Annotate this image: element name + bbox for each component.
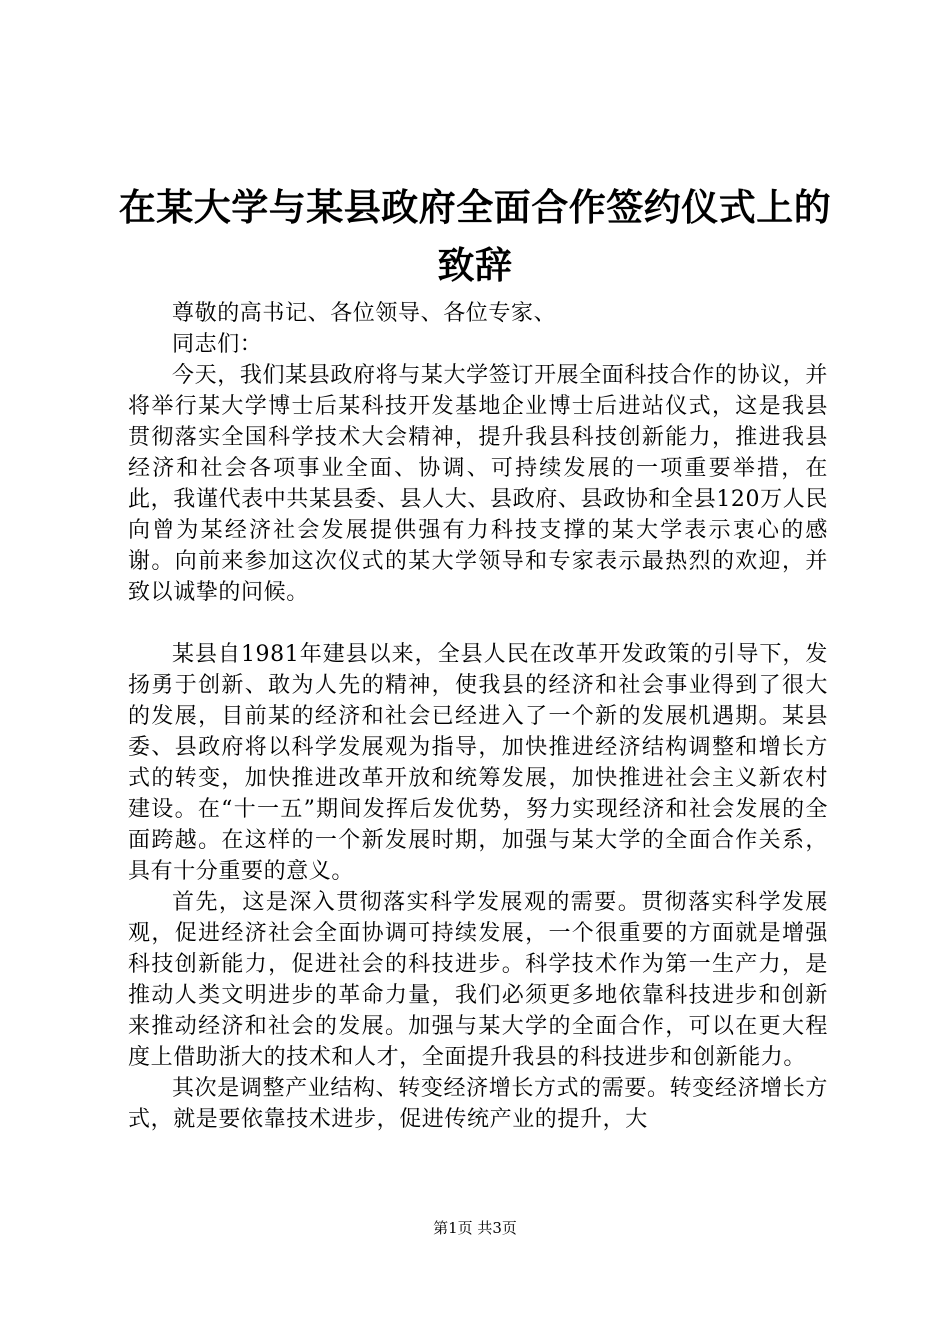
paragraph-4: 其次是调整产业结构、转变经济增长方式的需要。转变经济增长方式，就是要依靠技术进步，促进传统产业的提升，大 [128, 1076, 828, 1132]
salutation-line-1: 尊敬的高书记、各位领导、各位专家、 [172, 301, 557, 326]
document-body [128, 298, 828, 1135]
page-number-footer: 第1页 共3页 [433, 1219, 517, 1237]
paragraph-2: 某县自1981年建县以来，全县人民在改革开发政策的引导下，发扬勇于创新、敢为人先的精神，使我县的经济和社会事业得到了很大的发展，目前某的经济和社会已经进入了一个新的发展机遇期。某县委、县政府将以科学发展观为指导，加快推进经济结构调整和增长方式的转变，加快推进改革开放和统筹发展，加快推进社会主义新农村建设。在“十一五”期间发挥后发优势，努力实现经济和社会发展的全面跨越。在这样的一个新发展时期，加强与某大学的全面合作关系，具有十分重要的意义。 [128, 642, 828, 884]
paragraph-1: 今天，我们某县政府将与某大学签订开展全面科技合作的协议，并将举行某大学博士后某科技开发基地企业博士后进站仪式，这是我县贯彻落实全国科学技术大会精神，提升我县科技创新能力，推进我县经济和社会各项事业全面、协调、可持续发展的一项重要举措，在此，我谨代表中共某县委、县人大、县政府、县政协和全县120万人民向曾为某经济社会发展提供强有力科技支撑的某大学表示衷心的感谢。向前来参加这次仪式的某大学领导和专家表示最热烈的欢迎，并致以诚挚的问候。 [128, 363, 828, 605]
salutation-line-2: 同志们： [172, 332, 263, 357]
paragraph-3: 首先，这是深入贯彻落实科学发展观的需要。贯彻落实科学发展观，促进经济社会全面协调可持续发展，一个很重要的方面就是增强科技创新能力，促进社会的科技进步。科学技术作为第一生产力，是推动人类文明进步的革命力量，我们必须更多地依靠科技进步和创新来推动经济和社会的发展。加强与某大学的全面合作，可以在更大程度上借助浙大的技术和人才，全面提升我县的科技进步和创新能力。 [128, 890, 828, 1070]
document-title: 在某大学与某县政府全面合作签约仪式上的致辞 [118, 185, 832, 287]
